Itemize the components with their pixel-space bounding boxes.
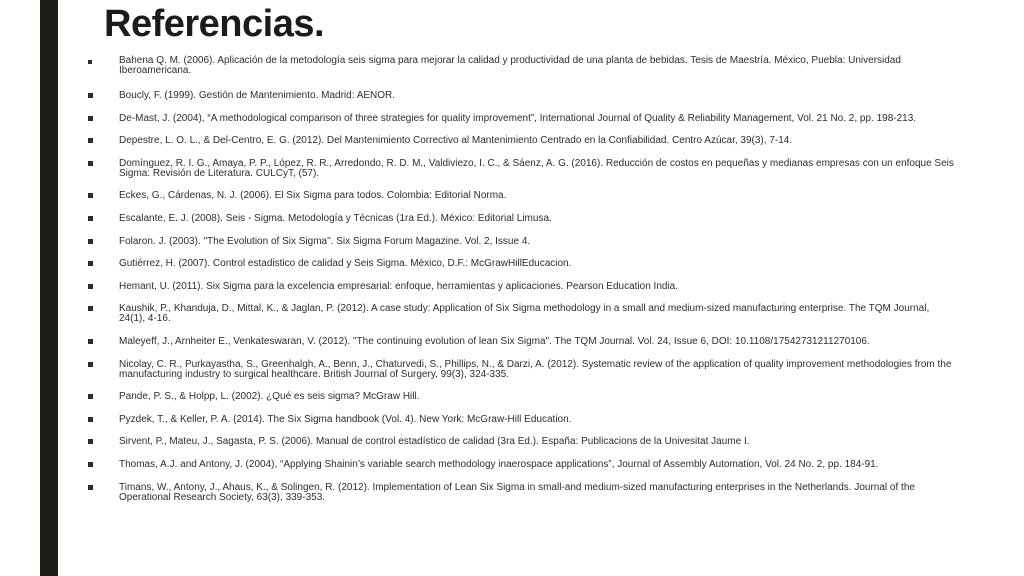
reference-text: Sirvent, P., Mateu, J., Sagasta, P. S. (2006). Manual de control estadístico de calidad (3ra Ed.). España: Publicacions de la Univesitat Jaume I. bbox=[119, 436, 750, 448]
reference-text: Boucly, F. (1999). Gestión de Mantenimiento. Madrid: AENOR. bbox=[119, 90, 396, 101]
square-bullet-icon bbox=[88, 138, 93, 143]
square-bullet-icon bbox=[88, 439, 93, 444]
left-accent-bar bbox=[40, 0, 58, 576]
reference-text: Thomas, A.J. and Antony, J. (2004), “Applying Shainin’s variable search methodology inaerospace applications”, Journal of Assembly Automation, Vol. 24 No. 2, pp. 184-91. bbox=[119, 458, 879, 470]
reference-item bbox=[88, 337, 958, 347]
reference-item bbox=[88, 392, 958, 402]
reference-item bbox=[88, 483, 958, 503]
reference-text: Nicolay, C. R., Purkayastha, S., Greenhalgh, A., Benn, J., Chaturvedi, S., Phillips, N., & Darzi, A. (2012). Systematic review of the application of quality improvement methodologies from the manufacturing industry to surgical healthcare. British Journal of Surgery, 99(3), 324-335. bbox=[119, 358, 952, 380]
reference-item bbox=[88, 237, 958, 247]
reference-list bbox=[88, 56, 958, 515]
square-bullet-icon bbox=[88, 93, 93, 98]
reference-text: Pyzdek, T., & Keller, P. A. (2014). The Six Sigma handbook (Vol. 4). New York: McGraw-Hill Education. bbox=[119, 413, 572, 425]
square-bullet-icon bbox=[88, 216, 93, 221]
reference-text: Folaron. J. (2003). "The Evolution of Six Sigma". Six Sigma Forum Magazine. Vol. 2, Issue 4. bbox=[119, 235, 531, 247]
square-bullet-icon bbox=[88, 462, 93, 467]
slide-title: Referencias. bbox=[104, 3, 325, 45]
reference-item bbox=[88, 159, 958, 179]
reference-item bbox=[88, 282, 958, 292]
reference-item bbox=[88, 460, 958, 470]
square-bullet-icon bbox=[88, 362, 93, 367]
reference-item bbox=[88, 191, 958, 201]
square-bullet-icon bbox=[88, 161, 93, 166]
square-bullet-icon bbox=[88, 239, 93, 244]
reference-item bbox=[88, 114, 958, 124]
reference-text: Maleyeff, J., Arnheiter E., Venkateswaran, V. (2012). "The continuing evolution of lean Six Sigma". The TQM Journal. Vol. 24, Issue 6, DOI: 10.1108/17542731211270106. bbox=[119, 335, 870, 347]
reference-item bbox=[88, 415, 958, 425]
reference-item bbox=[88, 360, 958, 380]
reference-text: Eckes, G., Cárdenas, N. J. (2006). El Six Sigma para todos. Colombia: Editorial Norma. bbox=[119, 190, 507, 202]
square-bullet-icon bbox=[88, 485, 93, 490]
square-bullet-icon bbox=[88, 261, 93, 266]
reference-text: De-Mast, J. (2004), “A methodological comparison of three strategies for quality improvement”, International Journal of Quality & Reliability Management, Vol. 21 No. 2, pp. 198-213. bbox=[119, 112, 917, 124]
square-bullet-icon bbox=[88, 417, 93, 422]
reference-text: Escalante, E. J. (2008). Seis - Sigma. Metodología y Técnicas (1ra Ed.). México: Editorial Limusa. bbox=[119, 212, 552, 224]
reference-item bbox=[88, 56, 958, 76]
reference-text: Gutiérrez, H. (2007). Control estadistico de calidad y Seis Sigma. México, D.F.: McGrawHillEducacion. bbox=[119, 258, 572, 270]
reference-text: Depestre, L. O. L., & Del-Centro, E. G. (2012). Del Mantenimiento Correctivo al Mantenimiento Centrado en la Confiabilidad. Centro Azúcar, 39(3), 7-14. bbox=[119, 135, 793, 147]
square-bullet-icon bbox=[88, 339, 93, 344]
square-bullet-icon bbox=[88, 394, 93, 399]
square-bullet-icon bbox=[88, 306, 93, 311]
reference-item bbox=[88, 91, 958, 101]
reference-text: Domínguez, R. I. G., Amaya, P. P., López, R. R., Arredondo, R. D. M., Valdiviezo, I. C., & Sáenz, A. G. (2016). Reducción de costos en pequeñas y medianas empresas con un enfoque Seis Sigma: Revisión de Literatura. CULCyT, (57). bbox=[119, 157, 954, 179]
reference-item bbox=[88, 259, 958, 269]
reference-text: Timans, W., Antony, J., Ahaus, K., & Solingen, R. (2012). Implementation of Lean Six Sigma in small-and medium-sized manufacturing enterprises in the Netherlands. Journal of the Operational Research Society, 63(3), 339-353. bbox=[119, 481, 915, 503]
reference-item bbox=[88, 136, 958, 146]
square-bullet-icon bbox=[88, 116, 93, 121]
reference-item bbox=[88, 214, 958, 224]
reference-text: Kaushik, P., Khanduja, D., Mittal, K., & Jaglan, P. (2012). A case study: Application of Six Sigma methodology in a small and medium-sized manufacturing enterprise. The TQM Journal, 24(1), 4-16. bbox=[119, 303, 930, 325]
square-bullet-icon bbox=[88, 284, 93, 289]
square-bullet-icon bbox=[88, 60, 92, 64]
square-bullet-icon bbox=[88, 193, 93, 198]
reference-item bbox=[88, 437, 958, 447]
reference-text: Bahena Q. M. (2006). Aplicación de la metodología seis sigma para mejorar la calidad y productividad de una planta de bebidas. Tesis de Maestría. México, Puebla: Universidad Iberoamericana. bbox=[119, 55, 901, 76]
reference-item bbox=[88, 304, 958, 324]
reference-text: Pande, P. S., & Holpp, L. (2002). ¿Qué es seis sigma? McGraw Hill. bbox=[119, 391, 420, 403]
reference-text: Hemant, U. (2011). Six Sigma para la excelencia empresarial: enfoque, herramientas y aplicaciones. Pearson Education India. bbox=[119, 280, 678, 292]
